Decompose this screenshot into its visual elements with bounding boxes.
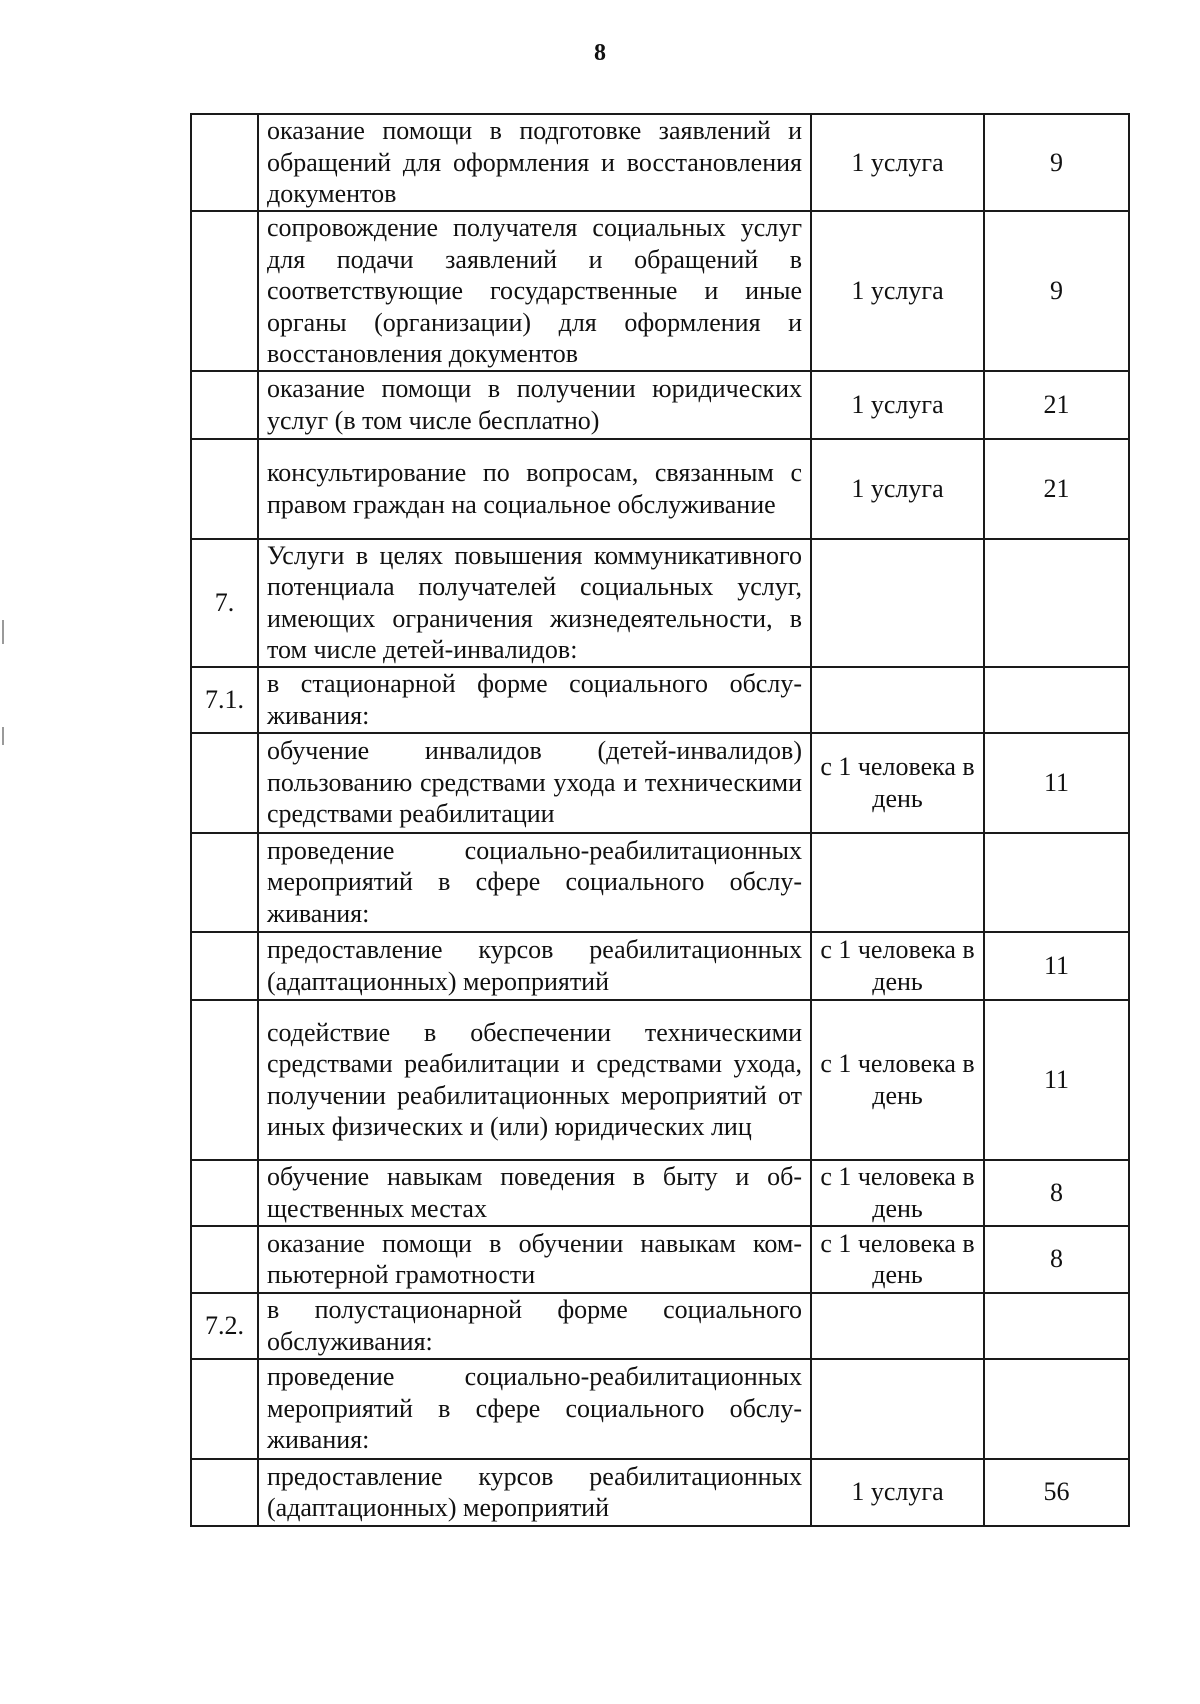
norm-value	[984, 539, 1129, 667]
norm-value: 11	[984, 932, 1129, 1000]
scan-artifact	[2, 620, 4, 644]
table-row	[191, 1359, 1129, 1459]
services-table-body	[191, 114, 1129, 1526]
unit-of-measure: с 1 человека в день	[811, 1226, 984, 1293]
service-name: сопровождение получателя социальных услуг для подачи заявлений и обращений в соответствующие государственные и иные органы (организации) для оформления и восстановления документов	[258, 211, 811, 371]
unit-of-measure: с 1 человека в день	[811, 1160, 984, 1226]
table-row	[191, 1293, 1129, 1359]
service-name: Услуги в целях повышения коммуникативного потенциала получателей социальных услуг, имеющих ограничения жизнедеятельности, в том числе детей-инвалидов:	[258, 539, 811, 667]
norm-value: 9	[984, 211, 1129, 371]
unit-of-measure	[811, 1293, 984, 1359]
table-row	[191, 932, 1129, 1000]
unit-of-measure: 1 услуга	[811, 1459, 984, 1526]
norm-value: 9	[984, 114, 1129, 211]
norm-value: 8	[984, 1160, 1129, 1226]
row-number	[191, 371, 258, 439]
service-name: проведение социально-реабилитационных мероприятий в сфере социального обслуживания:	[258, 1359, 811, 1459]
norm-value: 21	[984, 371, 1129, 439]
services-table	[190, 113, 1130, 1527]
service-name: обучение инвалидов (детей-инвалидов) пользованию средствами ухода и техническими средствами реабилитации	[258, 733, 811, 833]
table-row	[191, 1459, 1129, 1526]
unit-of-measure: 1 услуга	[811, 371, 984, 439]
norm-value: 21	[984, 439, 1129, 539]
table-row	[191, 539, 1129, 667]
service-name: в полустационарной форме социального обслуживания:	[258, 1293, 811, 1359]
row-number: 7.1.	[191, 667, 258, 733]
unit-of-measure	[811, 539, 984, 667]
unit-of-measure: 1 услуга	[811, 211, 984, 371]
service-name: предоставление курсов реабилитационных (адаптационных) мероприятий	[258, 1459, 811, 1526]
row-number	[191, 1160, 258, 1226]
row-number	[191, 1226, 258, 1293]
norm-value	[984, 1359, 1129, 1459]
table-row	[191, 833, 1129, 932]
norm-value	[984, 667, 1129, 733]
row-number	[191, 733, 258, 833]
service-name: оказание помощи в получении юридических услуг (в том числе бесплатно)	[258, 371, 811, 439]
unit-of-measure: 1 услуга	[811, 439, 984, 539]
table-row	[191, 1160, 1129, 1226]
page-number: 8	[594, 40, 606, 66]
norm-value	[984, 833, 1129, 932]
row-number	[191, 1459, 258, 1526]
norm-value: 11	[984, 733, 1129, 833]
table-row	[191, 211, 1129, 371]
table-row	[191, 733, 1129, 833]
table-row	[191, 1000, 1129, 1160]
row-number	[191, 1000, 258, 1160]
service-name: содействие в обеспечении техническими средствами реабилитации и средствами ухода, получении реабилитационных мероприятий от иных физических и (или) юридических лиц	[258, 1000, 811, 1160]
unit-of-measure	[811, 1359, 984, 1459]
service-name: консультирование по вопросам, связанным с правом граждан на социальное обслуживание	[258, 439, 811, 539]
norm-value: 56	[984, 1459, 1129, 1526]
row-number	[191, 932, 258, 1000]
row-number	[191, 1359, 258, 1459]
unit-of-measure: с 1 человека в день	[811, 1000, 984, 1160]
row-number	[191, 833, 258, 932]
row-number	[191, 114, 258, 211]
table-row	[191, 667, 1129, 733]
norm-value	[984, 1293, 1129, 1359]
table-row	[191, 1226, 1129, 1293]
unit-of-measure: 1 услуга	[811, 114, 984, 211]
unit-of-measure	[811, 667, 984, 733]
row-number: 7.2.	[191, 1293, 258, 1359]
service-name: предоставление курсов реабилитационных (адаптационных) мероприятий	[258, 932, 811, 1000]
unit-of-measure	[811, 833, 984, 932]
scan-artifact	[2, 727, 4, 745]
service-name: обучение навыкам поведения в быту и общественных местах	[258, 1160, 811, 1226]
norm-value: 8	[984, 1226, 1129, 1293]
table-row	[191, 371, 1129, 439]
service-name: проведение социально-реабилитационных мероприятий в сфере социального обслуживания:	[258, 833, 811, 932]
row-number	[191, 439, 258, 539]
service-name: оказание помощи в обучении навыкам компьютерной грамотности	[258, 1226, 811, 1293]
row-number	[191, 211, 258, 371]
service-name: оказание помощи в подготовке заявлений и обращений для оформления и восстановления документов	[258, 114, 811, 211]
unit-of-measure: с 1 человека в день	[811, 733, 984, 833]
table-row	[191, 114, 1129, 211]
row-number: 7.	[191, 539, 258, 667]
service-name: в стационарной форме социального обслуживания:	[258, 667, 811, 733]
table-row	[191, 439, 1129, 539]
unit-of-measure: с 1 человека в день	[811, 932, 984, 1000]
norm-value: 11	[984, 1000, 1129, 1160]
